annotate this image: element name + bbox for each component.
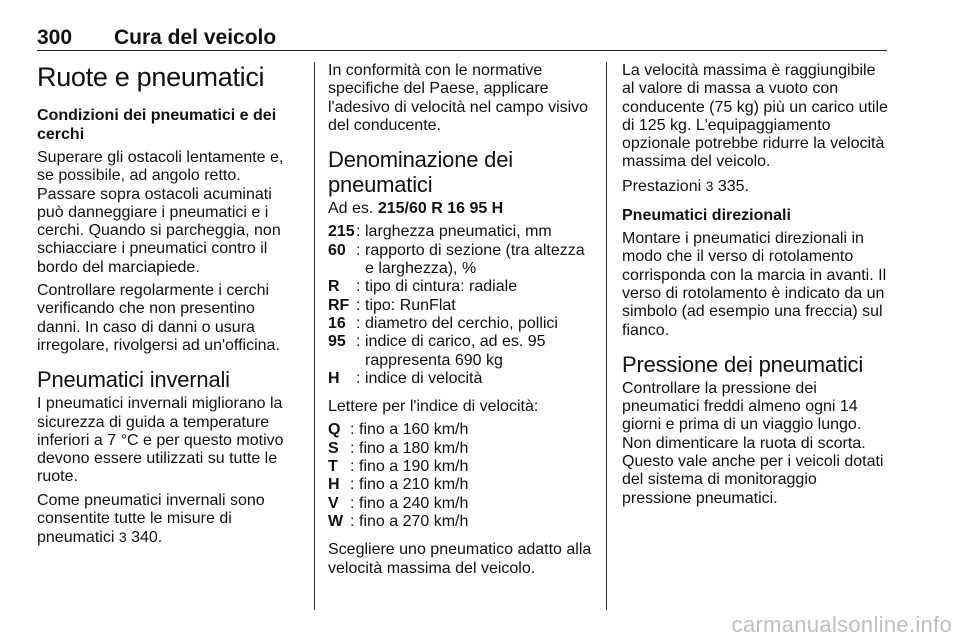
paragraph: Controllare regolarmente i cerchi verificando che non presentino danni. In caso di danni o usura irregolare, rivolgersi ad un'officina. — [37, 282, 280, 354]
paragraph: Lettere per l'indice di velocità: — [328, 398, 539, 416]
tire-code-row — [328, 223, 593, 241]
speed-index-row — [328, 440, 593, 458]
watermark: carmanualsonline.info — [731, 612, 952, 637]
speed-index-list — [328, 421, 593, 531]
page-number: 300 — [37, 26, 73, 49]
definition-colon: : — [350, 421, 355, 439]
page-reference-icon: 3 — [705, 177, 714, 194]
tire-code-row — [328, 297, 593, 315]
heading-pressione: Pressione dei pneumatici — [622, 351, 864, 377]
definition-colon: : — [356, 241, 361, 259]
tire-code-row — [328, 242, 593, 279]
paragraph-text: Prestazioni — [622, 177, 702, 195]
definition-term: 60 — [328, 241, 346, 259]
definition-description: indice di velocità — [365, 369, 483, 387]
tire-code-row — [328, 278, 593, 296]
definition-description: fino a 210 km/h — [359, 476, 469, 494]
definition-colon: : — [356, 278, 361, 296]
definition-description: larghezza pneumatici, mm — [365, 223, 552, 241]
tire-code-row — [328, 333, 593, 370]
page-reference-link[interactable]: 340. — [131, 529, 163, 547]
definition-term: W — [328, 512, 344, 530]
paragraph: In conformità con le normative specifiche del Paese, applicare l'adesivo di velocità nel campo visivo del conducente. — [328, 62, 589, 134]
definition-term: S — [328, 439, 339, 457]
paragraph — [622, 177, 890, 196]
definition-term: 16 — [328, 314, 346, 332]
definition-term: Q — [328, 421, 341, 439]
definition-description: tipo: RunFlat — [365, 296, 456, 314]
definition-colon: : — [350, 512, 355, 530]
page-header — [37, 12, 887, 51]
speed-index-row — [328, 495, 593, 513]
paragraph-text: Come pneumatici invernali sono consentite tutte le misure di pneumatici — [37, 491, 265, 547]
definition-colon: : — [350, 458, 355, 476]
example-code: 215/60 R 16 95 H — [377, 200, 504, 218]
definition-term: T — [328, 458, 338, 476]
column-2 — [328, 62, 593, 583]
heading-direzionali: Pneumatici direzionali — [622, 207, 791, 225]
paragraph: La velocità massima è raggiungibile al valore di massa a vuoto con conducente (75 kg) più un carico utile di 125 kg. L'equipaggiamento opzionale potrebbe ridurre la velocità massima del veicolo. — [622, 62, 888, 171]
definition-colon: : — [356, 296, 361, 314]
definition-term: R — [328, 278, 340, 296]
chapter-title: Ruote e pneumatici — [37, 62, 265, 92]
definition-term: V — [328, 494, 339, 512]
tire-code-row — [328, 370, 593, 388]
definition-description: fino a 190 km/h — [359, 458, 469, 476]
definition-description: rapporto di sezione (tra altezza e larghezza), % — [365, 241, 585, 278]
definition-description: diametro del cerchio, pollici — [365, 314, 558, 332]
definition-colon: : — [350, 494, 355, 512]
definition-term: 215 — [328, 223, 355, 241]
column-divider — [314, 62, 315, 610]
page-reference-link[interactable]: 335. — [717, 177, 749, 195]
section-title: Cura del veicolo — [114, 26, 277, 49]
definition-colon: : — [356, 333, 361, 351]
example-prefix: Ad es. — [328, 200, 374, 218]
paragraph — [37, 492, 297, 548]
paragraph: Montare i pneumatici direzionali in modo che il verso di rotolamento corrisponda con la marcia in avanti. Il verso di rotolamento è indicato da un simbolo (ad esempio una freccia) sul fianco. — [622, 230, 887, 339]
paragraph: Scegliere uno pneumatico adatto alla velocità massima del veicolo. — [328, 541, 592, 577]
heading-condizioni: Condizioni dei pneumatici e dei cerchi — [37, 107, 277, 143]
column-3 — [622, 62, 890, 513]
speed-index-row — [328, 476, 593, 494]
definition-term: 95 — [328, 333, 346, 351]
definition-description: indice di carico, ad es. 95 rappresenta 690 kg — [365, 333, 546, 369]
definition-description: tipo di cintura: radiale — [365, 278, 518, 296]
definition-description: fino a 180 km/h — [359, 439, 469, 457]
speed-index-row — [328, 458, 593, 476]
example-line — [328, 200, 593, 218]
speed-index-row — [328, 421, 593, 439]
definition-description: fino a 160 km/h — [359, 421, 469, 439]
definition-colon: : — [350, 476, 355, 494]
definition-colon: : — [356, 314, 361, 332]
definition-colon: : — [350, 439, 355, 457]
heading-denominazione: Denominazione dei pneumatici — [328, 147, 513, 198]
definition-colon: : — [356, 223, 361, 241]
definition-colon: : — [356, 369, 361, 387]
definition-term: RF — [328, 296, 350, 314]
paragraph: Controllare la pressione dei pneumatici freddi almeno ogni 14 giorni e prima di un viaggio lungo. Non dimenticare la ruota di scorta. Questo vale anche per i veicoli dotati del sistema di monitoraggio pressione pneumatici. — [622, 379, 884, 507]
definition-term: H — [328, 369, 340, 387]
paragraph: I pneumatici invernali migliorano la sicurezza di guida a temperature inferiori a 7 °C e per questo motivo devono essere utilizzati su tutte le ruote. — [37, 395, 284, 486]
tire-code-list — [328, 223, 593, 388]
heading-invernali: Pneumatici invernali — [37, 367, 230, 393]
speed-index-row — [328, 513, 593, 531]
definition-description: fino a 270 km/h — [359, 512, 469, 530]
paragraph: Superare gli ostacoli lentamente e, se possibile, ad angolo retto. Passare sopra ostacoli acuminati può danneggiare i pneumatici e i cerchi. Quando si parcheggia, non schiacciare i pneumatici contro il bordo del marciapiede. — [37, 149, 284, 276]
column-1 — [37, 62, 297, 553]
definition-term: H — [328, 476, 340, 494]
definition-description: fino a 240 km/h — [359, 494, 469, 512]
page-reference-icon: 3 — [118, 529, 127, 546]
tire-code-row — [328, 315, 593, 333]
column-divider — [606, 62, 607, 610]
